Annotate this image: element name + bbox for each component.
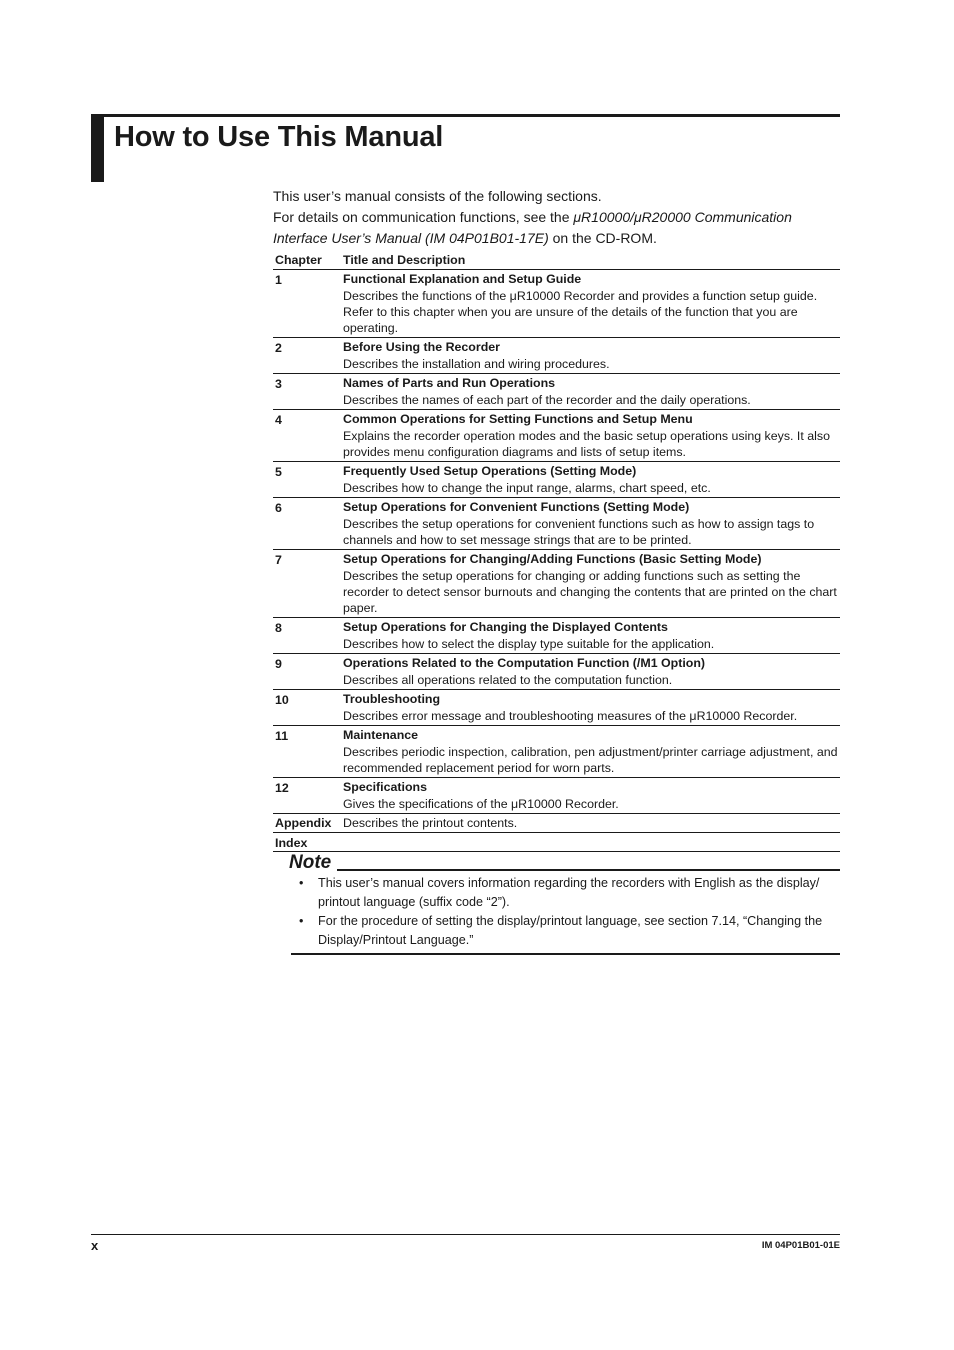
chapter-table [273, 250, 840, 852]
note-item-text: For the procedure of setting the display/printout language, see section 7.14, “Changing the Display/Printout Language.” [318, 914, 823, 947]
page-title: How to Use This Manual [114, 121, 444, 153]
intro-manual-reference: μR10000/μR20000 Communication Interface User’s Manual (IM 04P01B01-17E) [273, 209, 792, 246]
note-item [297, 874, 840, 912]
table-row [273, 374, 840, 410]
col-header-title: Title and Description [343, 253, 466, 267]
note-item-text: This user’s manual covers information regarding the recorders with English as the display/ printout language (suffix code “2”). [318, 876, 820, 909]
intro-line-2 [273, 207, 840, 249]
table-row-index [273, 833, 840, 852]
chapter-number: 11 [275, 729, 289, 743]
chapter-number: 6 [275, 501, 282, 515]
table-body [273, 270, 840, 852]
chapter-number: 1 [275, 273, 282, 287]
chapter-title: Frequently Used Setup Operations (Setting Mode) [343, 464, 637, 478]
chapter-description: Describes how to change the input range, alarms, chart speed, etc. [343, 481, 711, 495]
table-header-row [273, 250, 840, 270]
chapter-title: Maintenance [343, 728, 419, 742]
intro-line-1: This user’s manual consists of the following sections. [273, 188, 602, 204]
appendix-label: Appendix [275, 816, 332, 830]
chapter-description: Describes the functions of the μR10000 Recorder and provides a function setup guide. Refer to this chapter when you are unsure of the details of the function that you are operating. [343, 289, 818, 335]
chapter-number: 7 [275, 553, 282, 567]
table-row [273, 726, 840, 778]
table-row [273, 618, 840, 654]
chapter-number: 10 [275, 693, 289, 707]
table-row [273, 550, 840, 618]
bullet-icon: • [299, 876, 304, 890]
chapter-description: Describes all operations related to the computation function. [343, 673, 673, 687]
chapter-title: Setup Operations for Changing the Displayed Contents [343, 620, 668, 634]
footer-rule [91, 1234, 840, 1235]
chapter-title: Common Operations for Setting Functions and Setup Menu [343, 412, 693, 426]
table-row [273, 462, 840, 498]
chapter-entry [341, 462, 840, 498]
chapter-number: 12 [275, 781, 289, 795]
chapter-description: Gives the specifications of the μR10000 Recorder. [343, 797, 619, 811]
chapter-title: Troubleshooting [343, 692, 441, 706]
note-list [297, 874, 840, 950]
chapter-entry [341, 374, 840, 410]
chapter-title: Specifications [343, 780, 428, 794]
chapter-entry [341, 410, 840, 462]
col-header-chapter: Chapter [275, 253, 322, 267]
table-row [273, 654, 840, 690]
chapter-title: Names of Parts and Run Operations [343, 376, 556, 390]
chapter-description: Describes the names of each part of the recorder and the daily operations. [343, 393, 751, 407]
bullet-icon: • [299, 914, 304, 928]
document-id: IM 04P01B01-01E [761, 1240, 840, 1251]
chapter-title: Setup Operations for Convenient Functions (Setting Mode) [343, 500, 690, 514]
chapter-description: Describes error message and troubleshooting measures of the μR10000 Recorder. [343, 709, 798, 723]
chapter-title: Functional Explanation and Setup Guide [343, 272, 582, 286]
table-row [273, 338, 840, 374]
chapter-entry [341, 618, 840, 654]
chapter-number: 3 [275, 377, 282, 391]
title-bar-decoration [91, 114, 104, 182]
chapter-description: Describes periodic inspection, calibration, pen adjustment/printer carriage adjustment, and recommended replacement period for worn parts. [343, 745, 838, 775]
table-row [273, 690, 840, 726]
chapter-entry [341, 654, 840, 690]
chapter-entry [341, 270, 840, 338]
chapter-entry [341, 778, 840, 814]
note-title: Note [289, 852, 332, 873]
chapter-number: 2 [275, 341, 282, 355]
chapter-description: Describes the setup operations for convenient functions such as how to assign tags to channels and how to set message strings that are to be printed. [343, 517, 815, 547]
note-rule-bottom [291, 953, 840, 955]
chapter-number: 8 [275, 621, 282, 635]
intro-line-2-post: on the CD-ROM. [548, 230, 657, 246]
chapter-description: Describes the setup operations for changing or adding functions such as setting the recorder to detect sensor burnouts and changing the contents that are printed on the chart paper. [343, 569, 837, 615]
note-item [297, 912, 840, 950]
title-rule [104, 114, 840, 117]
chapter-number: 4 [275, 413, 282, 427]
chapter-entry [341, 550, 840, 618]
intro-text [273, 186, 840, 249]
chapter-entry [341, 690, 840, 726]
chapter-title: Setup Operations for Changing/Adding Functions (Basic Setting Mode) [343, 552, 762, 566]
chapter-title: Before Using the Recorder [343, 340, 500, 354]
appendix-description: Describes the printout contents. [343, 816, 518, 830]
chapter-entry [341, 726, 840, 778]
index-description [341, 833, 840, 852]
page-number: x [91, 1238, 99, 1253]
index-label: Index [275, 836, 308, 850]
chapter-number: 9 [275, 657, 282, 671]
chapter-description: Describes how to select the display type suitable for the application. [343, 637, 715, 651]
table-row [273, 778, 840, 814]
chapter-title: Operations Related to the Computation Function (/M1 Option) [343, 656, 706, 670]
chapter-entry [341, 338, 840, 374]
note-rule-top [337, 869, 840, 871]
chapter-entry [341, 498, 840, 550]
chapter-description: Describes the installation and wiring procedures. [343, 357, 610, 371]
table-row [273, 410, 840, 462]
chapter-description: Explains the recorder operation modes and the basic setup operations using keys. It also provides menu configuration diagrams and lists of setup items. [343, 429, 830, 459]
intro-line-2-pre: For details on communication functions, see the [273, 209, 574, 225]
table-row [273, 498, 840, 550]
table-row-appendix [273, 814, 840, 833]
table-row [273, 270, 840, 338]
chapter-number: 5 [275, 465, 282, 479]
